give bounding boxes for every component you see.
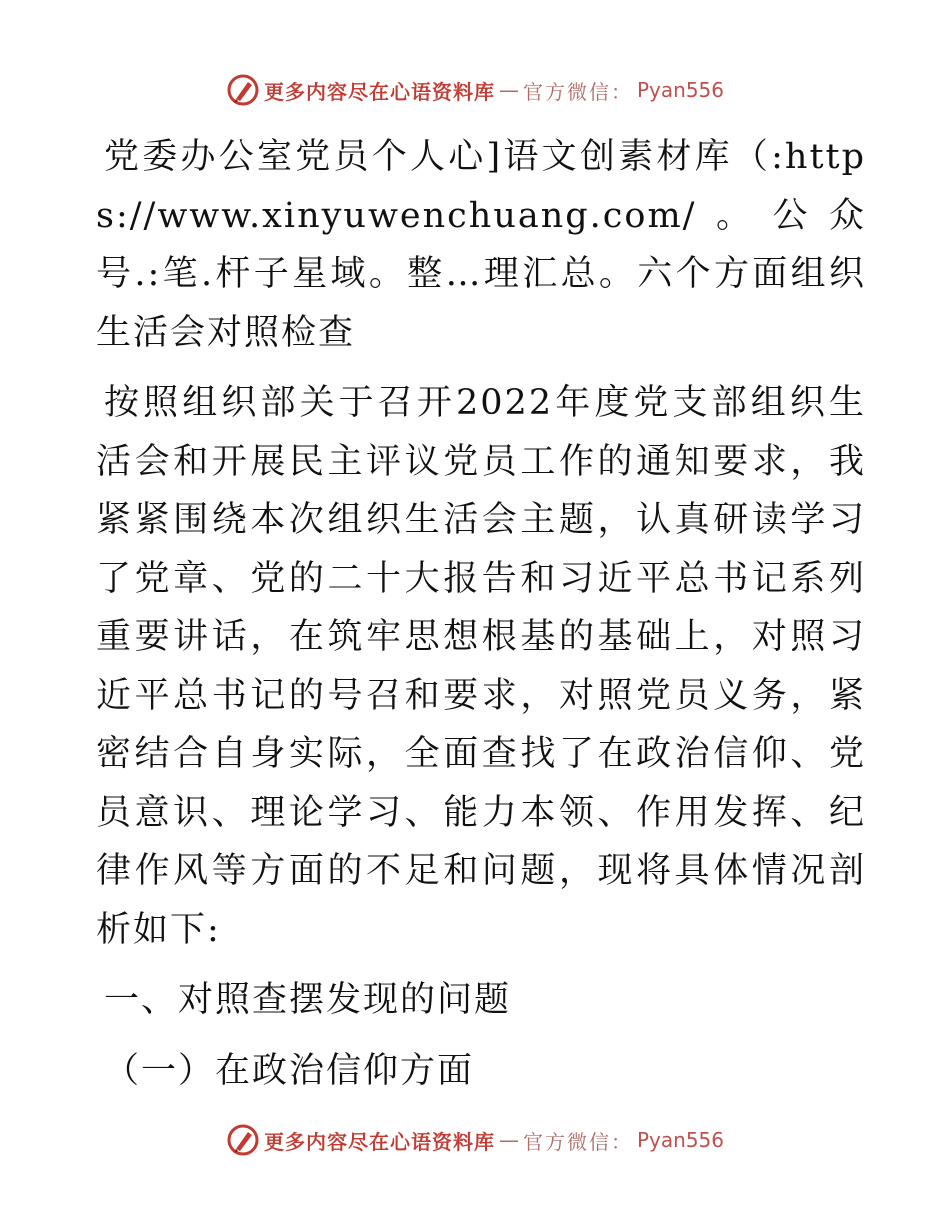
fountain-pen-logo-icon: [226, 1123, 260, 1157]
watermark-wechat-label: 官方微信：: [522, 1129, 633, 1154]
watermark-wechat-label: 官方微信：: [522, 79, 633, 104]
document-title: 党委办公室党员个人心]语文创素材库（:https://www.xinyuwenchuang.com/。公众号.:笔.杆子星域。整…理汇总。六个方面组织生活会对照检查: [96, 137, 866, 353]
watermark-wechat-account: Pyan556: [636, 78, 724, 102]
watermark-dash: —: [498, 1128, 519, 1152]
watermark-site-name: 更多内容尽在心语资料库: [263, 1129, 495, 1154]
footer-watermark-banner: [0, 1120, 950, 1160]
watermark-wechat-account: Pyan556: [636, 1128, 724, 1152]
section-heading-1: 一、对照查摆发现的问题: [104, 980, 512, 1020]
intro-paragraph: 按照组织部关于召开2022年度党支部组织生活会和开展民主评议党员工作的通知要求，我紧紧围绕本次组织生活会主题，认真研读学习了党章、党的二十大报告和习近平总书记系列重要讲话，在筑牢思想根基的基础上，对照习近平总书记的号召和要求，对照党员义务，紧密结合自身实际，全面查找了在政治信仰、党员意识、理论学习、能力本领、作用发挥、纪律作风等方面的不足和问题，现将具体情况剖析如下:: [96, 383, 866, 950]
header-watermark-banner: [0, 70, 950, 110]
watermark-dash: —: [498, 78, 519, 102]
document-body: [96, 128, 866, 1100]
fountain-pen-logo-icon: [226, 73, 260, 107]
watermark-site-name: 更多内容尽在心语资料库: [263, 79, 495, 104]
subsection-heading-1: （一）在政治信仰方面: [104, 1050, 475, 1091]
